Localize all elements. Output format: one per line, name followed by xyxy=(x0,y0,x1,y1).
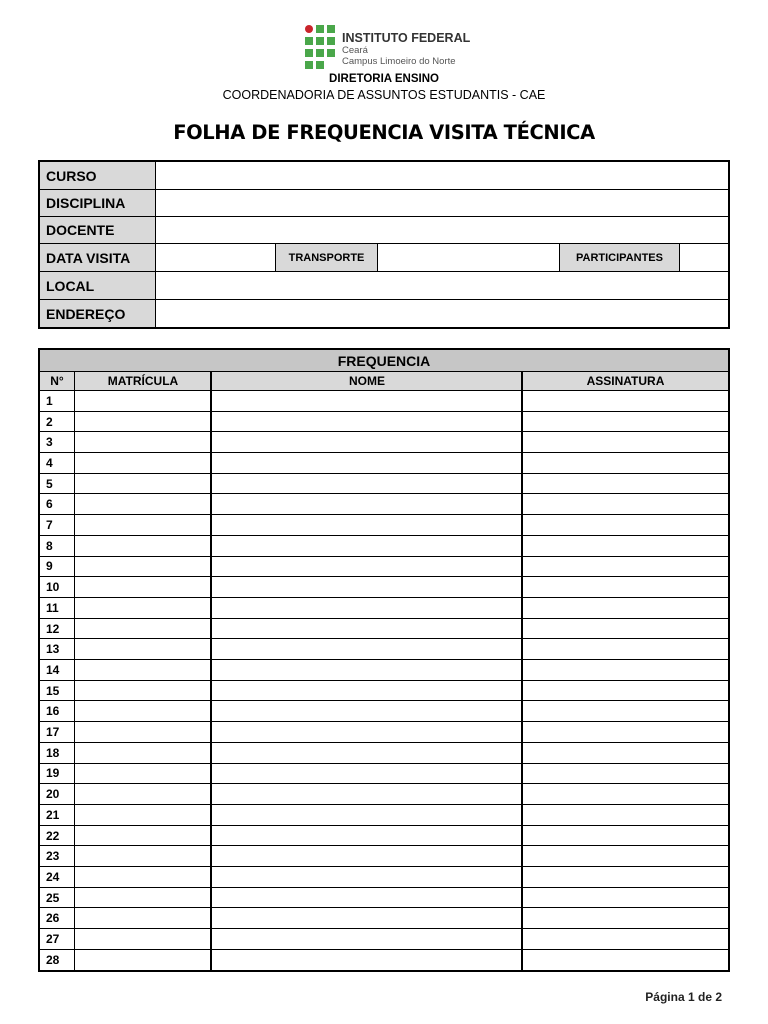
page-title: FOLHA DE FREQUENCIA VISITA TÉCNICA xyxy=(173,121,595,144)
nome-cell[interactable] xyxy=(212,743,521,763)
nome-cell[interactable] xyxy=(212,702,521,722)
endereco-label: ENDEREÇO xyxy=(40,300,156,327)
row-data-visita xyxy=(40,244,728,272)
nome-cell[interactable] xyxy=(212,805,521,825)
data-visita-field[interactable] xyxy=(156,244,275,271)
nome-cell[interactable] xyxy=(212,619,521,639)
table-row xyxy=(40,722,728,743)
row-number: 22 xyxy=(46,828,60,843)
nome-cell[interactable] xyxy=(212,412,521,432)
nome-cell[interactable] xyxy=(212,867,521,887)
nome-cell[interactable] xyxy=(212,681,521,701)
nome-cell[interactable] xyxy=(212,784,521,804)
col-header-matricula: MATRÍCULA xyxy=(75,372,211,390)
row-number: 23 xyxy=(46,849,60,864)
table-row xyxy=(40,867,728,888)
assinatura-cell[interactable] xyxy=(523,598,728,618)
page-number: Página 1 de 2 xyxy=(645,990,722,1004)
disciplina-label: DISCIPLINA xyxy=(40,190,156,216)
row-number: 17 xyxy=(46,725,60,740)
assinatura-cell[interactable] xyxy=(523,619,728,639)
logo-institution-name: INSTITUTO FEDERAL xyxy=(342,31,471,45)
row-number: 7 xyxy=(46,518,53,533)
docente-field[interactable] xyxy=(156,217,728,243)
matricula-cell[interactable] xyxy=(75,577,210,597)
assinatura-cell[interactable] xyxy=(523,846,728,866)
matricula-cell[interactable] xyxy=(75,805,210,825)
nome-cell[interactable] xyxy=(212,453,521,473)
row-number: 20 xyxy=(46,787,60,802)
curso-label: CURSO xyxy=(40,162,156,189)
assinatura-cell[interactable] xyxy=(523,909,728,929)
table-row xyxy=(40,826,728,847)
assinatura-cell[interactable] xyxy=(523,867,728,887)
col-header-nome: NOME xyxy=(212,372,522,390)
row-number: 24 xyxy=(46,869,60,884)
nome-cell[interactable] xyxy=(212,660,521,680)
matricula-cell[interactable] xyxy=(75,536,210,556)
table-row xyxy=(40,495,728,516)
matricula-cell[interactable] xyxy=(75,846,210,866)
table-row xyxy=(40,536,728,557)
column-divider xyxy=(210,372,212,970)
row-number: 2 xyxy=(46,414,53,429)
table-row xyxy=(40,577,728,598)
assinatura-cell[interactable] xyxy=(523,536,728,556)
logo-state: Ceará xyxy=(342,45,368,56)
row-number: 6 xyxy=(46,497,53,512)
matricula-cell[interactable] xyxy=(75,639,210,659)
table-row xyxy=(40,619,728,640)
assinatura-cell[interactable] xyxy=(523,391,728,411)
assinatura-cell[interactable] xyxy=(523,929,728,949)
table-row xyxy=(40,432,728,453)
row-number: 1 xyxy=(46,393,53,408)
table-row xyxy=(40,743,728,764)
table-row xyxy=(40,846,728,867)
row-curso xyxy=(40,162,728,190)
nome-cell[interactable] xyxy=(212,950,521,971)
row-docente xyxy=(40,217,728,244)
nome-cell[interactable] xyxy=(212,536,521,556)
assinatura-cell[interactable] xyxy=(523,681,728,701)
institution-logo xyxy=(305,25,475,69)
assinatura-cell[interactable] xyxy=(523,639,728,659)
matricula-cell[interactable] xyxy=(75,929,210,949)
matricula-cell[interactable] xyxy=(75,432,210,452)
table-row xyxy=(40,805,728,826)
matricula-cell[interactable] xyxy=(75,412,210,432)
assinatura-cell[interactable] xyxy=(523,515,728,535)
assinatura-cell[interactable] xyxy=(523,474,728,494)
row-number: 25 xyxy=(46,890,60,905)
matricula-cell[interactable] xyxy=(75,909,210,929)
col-header-assinatura: ASSINATURA xyxy=(523,372,728,390)
assinatura-cell[interactable] xyxy=(523,577,728,597)
row-number: 5 xyxy=(46,476,53,491)
table-row xyxy=(40,909,728,930)
participantes-field[interactable] xyxy=(680,244,728,271)
logo-grid-icon xyxy=(305,25,338,69)
assinatura-cell[interactable] xyxy=(523,743,728,763)
row-number: 3 xyxy=(46,435,53,450)
nome-cell[interactable] xyxy=(212,909,521,929)
attendance-header-row xyxy=(40,372,728,391)
row-number: 28 xyxy=(46,953,60,968)
table-row xyxy=(40,660,728,681)
matricula-cell[interactable] xyxy=(75,681,210,701)
row-number: 4 xyxy=(46,455,53,470)
nome-cell[interactable] xyxy=(212,577,521,597)
docente-label: DOCENTE xyxy=(40,217,156,243)
table-row xyxy=(40,639,728,660)
row-number: 11 xyxy=(46,600,59,615)
column-divider xyxy=(74,372,75,970)
assinatura-cell[interactable] xyxy=(523,453,728,473)
row-number: 10 xyxy=(46,580,60,595)
table-row xyxy=(40,764,728,785)
nome-cell[interactable] xyxy=(212,391,521,411)
table-row xyxy=(40,391,728,412)
local-label: LOCAL xyxy=(40,272,156,299)
matricula-cell[interactable] xyxy=(75,660,210,680)
nome-cell[interactable] xyxy=(212,722,521,742)
assinatura-cell[interactable] xyxy=(523,412,728,432)
transporte-label: TRANSPORTE xyxy=(275,244,378,271)
table-row xyxy=(40,681,728,702)
data-visita-label: DATA VISITA xyxy=(40,244,156,271)
assinatura-cell[interactable] xyxy=(523,702,728,722)
nome-cell[interactable] xyxy=(212,495,521,515)
nome-cell[interactable] xyxy=(212,888,521,908)
column-divider xyxy=(521,372,523,970)
table-row xyxy=(40,784,728,805)
table-row xyxy=(40,453,728,474)
row-disciplina xyxy=(40,190,728,217)
row-number: 13 xyxy=(46,642,60,657)
assinatura-cell[interactable] xyxy=(523,764,728,784)
table-row xyxy=(40,515,728,536)
logo-campus: Campus Limoeiro do Norte xyxy=(342,56,456,67)
matricula-cell[interactable] xyxy=(75,702,210,722)
nome-cell[interactable] xyxy=(212,826,521,846)
matricula-cell[interactable] xyxy=(75,453,210,473)
table-row xyxy=(40,412,728,433)
curso-field[interactable] xyxy=(156,162,728,189)
nome-cell[interactable] xyxy=(212,515,521,535)
nome-cell[interactable] xyxy=(212,846,521,866)
matricula-cell[interactable] xyxy=(75,474,210,494)
assinatura-cell[interactable] xyxy=(523,557,728,577)
matricula-cell[interactable] xyxy=(75,619,210,639)
row-number: 14 xyxy=(46,662,60,677)
matricula-cell[interactable] xyxy=(75,826,210,846)
table-row xyxy=(40,598,728,619)
assinatura-cell[interactable] xyxy=(523,950,728,971)
row-number: 12 xyxy=(46,621,60,636)
assinatura-cell[interactable] xyxy=(523,660,728,680)
row-number: 8 xyxy=(46,538,53,553)
assinatura-cell[interactable] xyxy=(523,432,728,452)
nome-cell[interactable] xyxy=(212,474,521,494)
table-row xyxy=(40,474,728,495)
row-number: 19 xyxy=(46,766,60,781)
matricula-cell[interactable] xyxy=(75,598,210,618)
directorate-heading: DIRETORIA ENSINO xyxy=(329,73,439,85)
local-field[interactable] xyxy=(156,272,728,299)
attendance-table xyxy=(38,348,730,972)
endereco-field[interactable] xyxy=(156,300,728,327)
nome-cell[interactable] xyxy=(212,764,521,784)
table-row xyxy=(40,888,728,909)
matricula-cell[interactable] xyxy=(75,495,210,515)
row-number: 26 xyxy=(46,911,60,926)
matricula-cell[interactable] xyxy=(75,888,210,908)
participantes-label: PARTICIPANTES xyxy=(559,244,680,271)
nome-cell[interactable] xyxy=(212,598,521,618)
matricula-cell[interactable] xyxy=(75,515,210,535)
assinatura-cell[interactable] xyxy=(523,805,728,825)
row-number: 9 xyxy=(46,559,53,574)
matricula-cell[interactable] xyxy=(75,391,210,411)
transporte-field[interactable] xyxy=(378,244,559,271)
table-row xyxy=(40,557,728,578)
row-local xyxy=(40,272,728,300)
assinatura-cell[interactable] xyxy=(523,784,728,804)
nome-cell[interactable] xyxy=(212,639,521,659)
coordination-heading: COORDENADORIA DE ASSUNTOS ESTUDANTIS - CAE xyxy=(222,88,546,102)
table-row xyxy=(40,929,728,950)
row-number: 27 xyxy=(46,932,60,947)
matricula-cell[interactable] xyxy=(75,743,210,763)
row-number: 21 xyxy=(46,807,60,822)
table-row xyxy=(40,702,728,723)
nome-cell[interactable] xyxy=(212,557,521,577)
assinatura-cell[interactable] xyxy=(523,888,728,908)
matricula-cell[interactable] xyxy=(75,764,210,784)
assinatura-cell[interactable] xyxy=(523,495,728,515)
row-number: 18 xyxy=(46,745,60,760)
nome-cell[interactable] xyxy=(212,929,521,949)
visit-info-form xyxy=(38,160,730,329)
matricula-cell[interactable] xyxy=(75,867,210,887)
matricula-cell[interactable] xyxy=(75,950,210,971)
row-number: 16 xyxy=(46,704,60,719)
row-number: 15 xyxy=(46,683,60,698)
disciplina-field[interactable] xyxy=(156,190,728,216)
assinatura-cell[interactable] xyxy=(523,722,728,742)
matricula-cell[interactable] xyxy=(75,557,210,577)
matricula-cell[interactable] xyxy=(75,784,210,804)
attendance-title: FREQUENCIA xyxy=(40,350,728,372)
matricula-cell[interactable] xyxy=(75,722,210,742)
col-header-number: N° xyxy=(40,372,74,390)
assinatura-cell[interactable] xyxy=(523,826,728,846)
table-row xyxy=(40,950,728,971)
row-endereco xyxy=(40,300,728,327)
nome-cell[interactable] xyxy=(212,432,521,452)
